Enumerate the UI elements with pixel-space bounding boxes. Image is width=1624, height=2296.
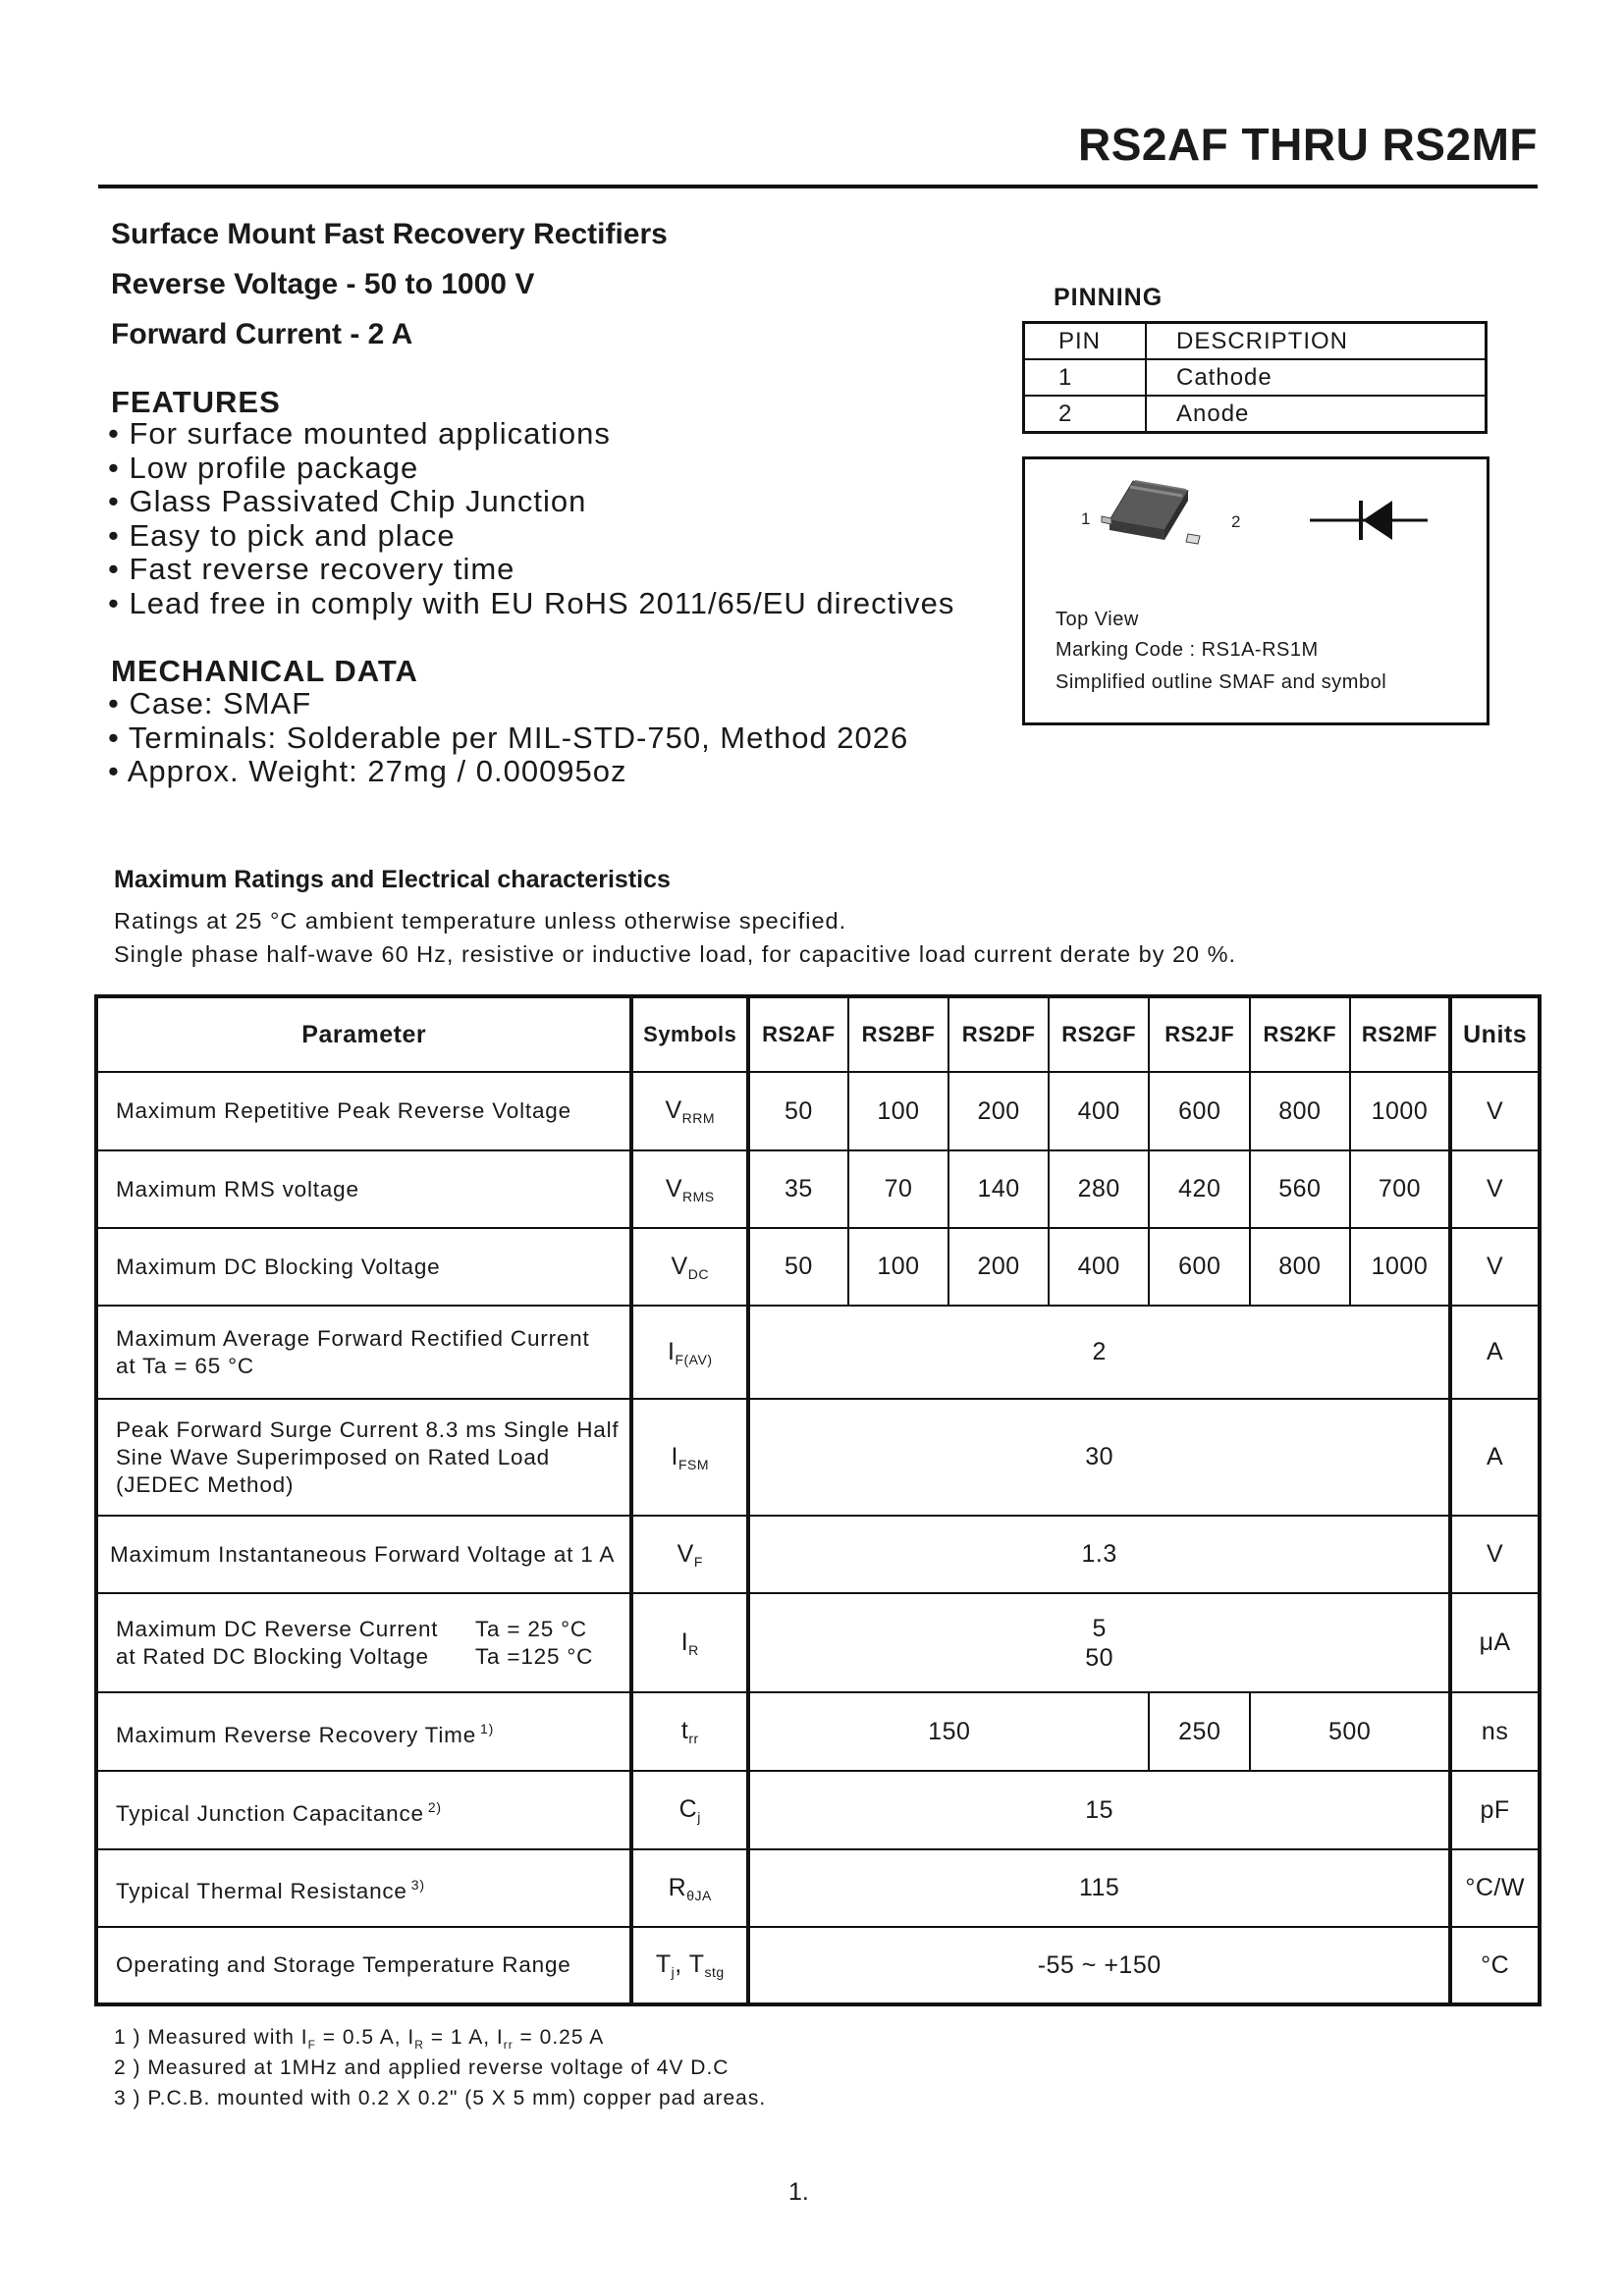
intro-line-3: Forward Current - 2 A: [111, 318, 413, 350]
table-row: [1024, 359, 1487, 396]
value-cell: 600: [1149, 1072, 1250, 1150]
unit-cell: V: [1450, 1516, 1540, 1593]
header-rs2df: RS2DF: [948, 996, 1049, 1072]
footnote-2: 2 ) Measured at 1MHz and applied reverse voltage of 4V D.C: [114, 2056, 730, 2079]
value-cell: 100: [848, 1228, 949, 1306]
ratings-note-1: Ratings at 25 °C ambient temperature unless otherwise specified.: [114, 908, 847, 934]
value-cell: 800: [1250, 1228, 1350, 1306]
unit-cell: pF: [1450, 1771, 1540, 1849]
unit-cell: V: [1450, 1228, 1540, 1306]
table-row: [96, 1072, 1540, 1150]
symbol-rthja: $R_{\theta JA}$: [631, 1849, 748, 1927]
value-cell: 100: [848, 1072, 949, 1150]
unit-cell: A: [1450, 1306, 1540, 1399]
unit-cell: μA: [1450, 1593, 1540, 1692]
value-cell: 560: [1250, 1150, 1350, 1228]
param-cj: Typical Junction Capacitance $^{2)}$: [96, 1771, 631, 1849]
pinning-heading: PINNING: [1054, 284, 1164, 311]
param-ifsm: Peak Forward Surge Current 8.3 ms Single Half Sine Wave Superimposed on Rated Load (JEDEC Method): [96, 1399, 631, 1516]
value-cell: 200: [948, 1072, 1049, 1150]
features-list: [108, 417, 954, 620]
document-title: RS2AF THRU RS2MF: [1077, 119, 1538, 170]
table-row: [96, 1228, 1540, 1306]
pin-description: Anode: [1146, 396, 1487, 433]
param-vdc: Maximum DC Blocking Voltage: [96, 1228, 631, 1306]
list-item: • Easy to pick and place: [108, 517, 456, 553]
value-cell: 1000: [1350, 1072, 1451, 1150]
table-row: [96, 1593, 1540, 1692]
header-symbols: Symbols: [631, 996, 748, 1072]
ratings-heading: Maximum Ratings and Electrical characteristics: [114, 866, 671, 893]
value-cell: 700: [1350, 1150, 1451, 1228]
header-rs2mf: RS2MF: [1350, 996, 1451, 1072]
param-vrms: Maximum RMS voltage: [96, 1150, 631, 1228]
value-cell: 70: [848, 1150, 949, 1228]
value-cell: 115: [748, 1849, 1450, 1927]
list-item: • Lead free in comply with EU RoHS 2011/65/EU directives: [108, 585, 955, 620]
header-rs2jf: RS2JF: [1149, 996, 1250, 1072]
table-row: [96, 1150, 1540, 1228]
page-number: 1.: [788, 2178, 809, 2206]
table-row: [96, 1771, 1540, 1849]
description-header: DESCRIPTION: [1146, 323, 1487, 360]
symbol-vrms: $V_{RMS}$: [631, 1150, 748, 1228]
mechanical-list: [108, 687, 908, 789]
unit-cell: °C/W: [1450, 1849, 1540, 1927]
ratings-table: [94, 994, 1542, 2006]
package-caption: Simplified outline SMAF and symbol: [1056, 671, 1387, 693]
table-row: [96, 1306, 1540, 1399]
param-ir: Maximum DC Reverse Current Ta = 25 °C at Rated DC Blocking Voltage Ta =125 °C: [96, 1593, 631, 1692]
diode-symbol-icon: [1310, 501, 1428, 540]
symbol-trr: $t_{rr}$: [631, 1692, 748, 1771]
list-item: • Fast reverse recovery time: [108, 552, 515, 586]
header-units: Units: [1450, 996, 1540, 1072]
pin-number: 1: [1024, 359, 1147, 396]
value-cell: 35: [748, 1150, 848, 1228]
param-rthja: Typical Thermal Resistance $^{3)}$: [96, 1849, 631, 1927]
value-cell: 1000: [1350, 1228, 1451, 1306]
value-cell: 280: [1049, 1150, 1150, 1228]
table-row: [96, 1399, 1540, 1516]
list-item: • For surface mounted applications: [108, 416, 611, 451]
footnote-3: 3 ) P.C.B. mounted with 0.2 X 0.2" (5 X 5 mm) copper pad areas.: [114, 2087, 767, 2109]
ratings-note-2: Single phase half-wave 60 Hz, resistive or inductive load, for capacitive load current derate by 20 %.: [114, 941, 1237, 967]
pin-description: Cathode: [1146, 359, 1487, 396]
header-rs2kf: RS2KF: [1250, 996, 1350, 1072]
table-row: [96, 1849, 1540, 1927]
symbol-ifsm: $I_{FSM}$: [631, 1399, 748, 1516]
unit-cell: V: [1450, 1072, 1540, 1150]
pin-header: PIN: [1024, 323, 1147, 360]
header-parameter: Parameter: [96, 996, 631, 1072]
param-trr: Maximum Reverse Recovery Time $^{1)}$: [96, 1692, 631, 1771]
package-drawing: [1025, 459, 1487, 597]
value-cell: -55 ~ +150: [748, 1927, 1450, 2004]
table-row: [96, 1692, 1540, 1771]
symbol-vrrm: $V_{RRM}$: [631, 1072, 748, 1150]
param-vf: Maximum Instantaneous Forward Voltage at 1 A: [96, 1516, 631, 1593]
value-cell: 500: [1250, 1692, 1450, 1771]
pin-number: 2: [1024, 396, 1147, 433]
package-view-label: Top View: [1056, 609, 1139, 630]
list-item: • Glass Passivated Chip Junction: [108, 484, 587, 518]
list-item: • Low profile package: [108, 450, 419, 485]
table-row: [96, 1927, 1540, 2004]
unit-cell: A: [1450, 1399, 1540, 1516]
table-row: [96, 1516, 1540, 1593]
smaf-package-icon: [1102, 481, 1200, 544]
symbol-vf: $V_F$: [631, 1516, 748, 1593]
pin1-label: 1: [1081, 509, 1091, 528]
value-cell: 2: [748, 1306, 1450, 1399]
value-cell: 50: [748, 1072, 848, 1150]
title-rule: [98, 185, 1538, 188]
value-cell: 250: [1149, 1692, 1250, 1771]
symbol-ir: $I_R$: [631, 1593, 748, 1692]
mechanical-heading: MECHANICAL DATA: [111, 654, 418, 688]
value-cell: 600: [1149, 1228, 1250, 1306]
intro-line-1: Surface Mount Fast Recovery Rectifiers: [111, 218, 668, 250]
value-cell: 15: [748, 1771, 1450, 1849]
list-item: • Terminals: Solderable per MIL-STD-750, Method 2026: [108, 720, 909, 755]
table-row: [1024, 323, 1487, 360]
unit-cell: ns: [1450, 1692, 1540, 1771]
package-marking-code: Marking Code : RS1A-RS1M: [1056, 639, 1319, 661]
param-if-av: Maximum Average Forward Rectified Current at Ta = 65 °C: [96, 1306, 631, 1399]
value-cell: 140: [948, 1150, 1049, 1228]
pinning-table: [1022, 321, 1488, 434]
unit-cell: °C: [1450, 1927, 1540, 2004]
symbol-cj: $C_j$: [631, 1771, 748, 1849]
symbol-if-av: $I_{F(AV)}$: [631, 1306, 748, 1399]
features-heading: FEATURES: [111, 385, 281, 419]
header-rs2gf: RS2GF: [1049, 996, 1150, 1072]
value-cell: 1.3: [748, 1516, 1450, 1593]
param-temp-range: Operating and Storage Temperature Range: [96, 1927, 631, 2004]
table-row: [1024, 396, 1487, 433]
unit-cell: V: [1450, 1150, 1540, 1228]
value-cell: 50: [748, 1228, 848, 1306]
list-item: • Approx. Weight: 27mg / 0.00095oz: [108, 754, 627, 788]
pin2-label: 2: [1231, 512, 1241, 531]
value-cell: 420: [1149, 1150, 1250, 1228]
intro-line-2: Reverse Voltage - 50 to 1000 V: [111, 268, 535, 300]
footnote-1: 1 ) Measured with $I_F = 0.5$ A, $I_R = 1$ A, $I_{rr} = 0.25$ A: [114, 2026, 605, 2053]
value-cell: 800: [1250, 1072, 1350, 1150]
param-vrrm: Maximum Repetitive Peak Reverse Voltage: [96, 1072, 631, 1150]
symbol-tj-tstg: $T_j$, $T_{stg}$: [631, 1927, 748, 2004]
value-cell: 30: [748, 1399, 1450, 1516]
table-header-row: [96, 996, 1540, 1072]
header-rs2af: RS2AF: [748, 996, 848, 1072]
value-cell: 150: [748, 1692, 1149, 1771]
value-cell: 200: [948, 1228, 1049, 1306]
value-cell: 400: [1049, 1072, 1150, 1150]
value-cell: 400: [1049, 1228, 1150, 1306]
symbol-vdc: $V_{DC}$: [631, 1228, 748, 1306]
value-cell: 5 50: [748, 1593, 1450, 1692]
list-item: • Case: SMAF: [108, 686, 312, 721]
header-rs2bf: RS2BF: [848, 996, 949, 1072]
